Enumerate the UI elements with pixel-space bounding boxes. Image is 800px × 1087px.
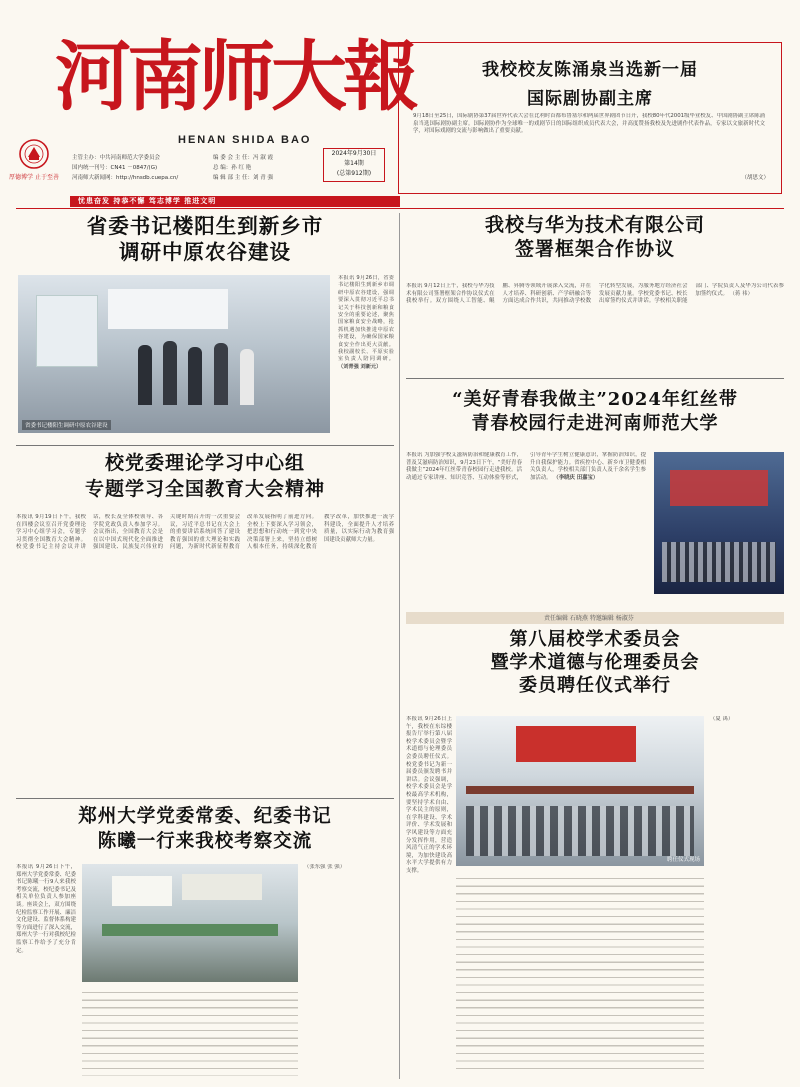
article-a-headline-2: 调研中原农谷建设: [119, 240, 291, 264]
masthead-editors: [213, 153, 273, 183]
article-zhengzhou-univ: [16, 804, 394, 1082]
article-b-body-text: 本报讯 9月12日上午，我校与华为技术有限公司签署框架合作协议仪式在我校举行。双方围绕人工智能、鲲鹏、昇腾等领域开展深入交流，并在人才培养、科研创新、产学研融合等方面达成合作共识，共同推动学校数字化转型发展，为服务地方经济社会发展贡献力量。学校党委书记、校长出席签约仪式并讲话。学校相关职能部门、学院负责人及华为公司代表参加签约仪式。: [406, 283, 784, 305]
article-d-photo: [654, 452, 784, 594]
article-e-body: [406, 716, 452, 1072]
article-a-body: [338, 275, 394, 433]
info-cn: 国内统一刊号：CN41 －0847/(G): [72, 165, 158, 171]
article-f-photo: [82, 864, 298, 982]
article-c-body: [16, 514, 394, 794]
article-b-headline-2: 签署框架合作协议: [514, 238, 675, 260]
column-divider: [399, 213, 400, 1079]
masthead-pinyin: HENAN SHIDA BAO: [178, 134, 312, 146]
article-f-body-text: 本报讯 9月26日下午，郑州大学党委常委、纪委书记陈曦一行9人来我校考察交流，校纪委书记及相关单位负责人参加座谈。座谈会上，双方围绕纪检监察工作开展、廉洁文化建设、监督体系构建等方面进行了深入交流，郑州大学一行对我校纪检监察工作给予了充分肯定。: [16, 864, 76, 954]
article-e-headline-1: 第八届校学术委员会: [509, 629, 681, 650]
article-a-photo: [18, 275, 330, 433]
issue-box: [323, 148, 385, 182]
top-right-headline-1: 我校校友陈涌泉当选新一届: [482, 60, 698, 80]
slogan-bar: [70, 196, 400, 207]
article-a-headline-1: 省委书记楼阳生到新乡市: [86, 214, 324, 238]
article-study-group: [16, 450, 394, 800]
top-right-body-text: 9月18日至25日，国际剧协第37届世界代表大会在比利时首都布鲁塞尔和两届世界剧团节日开，我校80年代2001级毕业校友、中国剧协副主席陈涌泉当选国际剧协副主席。国际剧协作为全球唯一的戏剧节日的国际组织成员代表大会，并高度赞扬我校及先进剧作代表作品，专家以文旅新时代文学，对国际戏剧的交流与影响做出了重要贡献。: [413, 113, 765, 135]
article-d-byline: （李晓庆 田嘉宝）: [553, 474, 599, 481]
top-right-article: [398, 42, 782, 194]
article-d-body: [406, 452, 646, 600]
article-b-headline-1: 我校与华为技术有限公司: [484, 214, 705, 236]
article-e-photo: [456, 716, 704, 866]
article-f-body: [16, 864, 76, 1076]
article-c-headline-1: 校党委理论学习中心组: [104, 452, 305, 474]
article-d-body-text: 本报讯 为加强学校艾滋病防治和健康教育工作，普及艾滋病防治知识，9月23日下午，“美好青春我做主”2024年红丝带青春校园行走进我校。活动通过专家讲座、知识竞答、互动体验等形式，引导青年学生树立健康意识，掌握防治知识，提升自我保护能力。省疾控中心、新乡市卫健委相关负责人，学校相关部门负责人及千余名学生参加活动。: [406, 452, 646, 481]
editor-strip: 责任编辑 石晓燕 特邀编辑 杨淑芬: [544, 615, 634, 622]
article-e-byline: （夏 禹）: [710, 716, 734, 722]
article-c-body-text: 本报讯 9月19日下午，我校在四楼会议室召开党委理论学习中心组学习会，专题学习贯彻全国教育大会精神。校党委书记主持会议并讲话，校长及全体校领导、各学院党政负责人参加学习。会议指出，全国教育大会是在以中国式现代化全面推进强国建设、民族复兴伟业的关键时期召开的一次重要会议，习近平总书记在大会上的重要讲话系统回答了建设教育强国的重大理论和实践问题，为新时代新征程教育改革发展指明了前进方向。全校上下要深入学习领会，把思想和行动统一到党中央决策部署上来，坚持立德树人根本任务，持续深化教育教学改革，加快推进一流学科建设，全面提升人才培养质量，以实际行动为教育强国建设贡献师大力量。: [16, 514, 394, 551]
issue-date: 2024年9月30日: [331, 150, 377, 157]
article-e-headline-2: 暨学术道德与伦理委员会: [490, 652, 700, 673]
article-academic-committee: [406, 628, 784, 1078]
article-provincial-secretary: [16, 213, 394, 441]
editor-office: 编 辑 部 主 任：刘 青 强: [213, 175, 273, 181]
top-right-byline: （胡思文）: [741, 175, 769, 181]
masthead-title: 河南师大報: [55, 32, 415, 121]
article-a-photo-caption: 省委书记楼阳生调研中原农谷建设: [22, 420, 111, 430]
issue-number: 第14期: [344, 160, 364, 167]
university-seal: [14, 138, 54, 170]
article-red-ribbon: [406, 388, 784, 608]
editor-main: 总 编：孙 红 艳: [213, 165, 252, 171]
top-right-body: [413, 113, 765, 169]
article-f-body-right: [304, 864, 394, 1076]
article-e-body-right: [710, 716, 784, 1072]
seal-emblem-icon: [14, 138, 54, 170]
article-e-lower-text: [456, 874, 704, 1072]
article-d-headline-1: “美好青春我做主”2024年红丝带: [452, 389, 738, 410]
rule-right-1: [406, 378, 784, 379]
info-web: 河南师大新闻网：http://hnsdb.cuepa.cn/: [72, 175, 179, 181]
issue-total: (总第912期): [336, 170, 372, 177]
article-b-byline: （蒋 祎）: [729, 290, 753, 297]
top-right-headline-2: 国际剧协副主席: [527, 89, 653, 109]
article-c-headline-2: 专题学习全国教育大会精神: [84, 478, 325, 500]
editor-chief: 编 委 会 主 任：冯 淑 霞: [213, 155, 273, 161]
article-f-byline: （张东强 张 强）: [304, 864, 346, 870]
article-f-lower-text: [82, 988, 298, 1076]
article-a-byline: （刘青强 刘新元）: [338, 363, 382, 370]
article-a-body-text: 本报讯 9月26日，省委书记楼阳生到新乡市调研中原农谷建设，强调要深入贯彻习近平总书记关于科技创新和粮食安全的重要论述，聚焦国家粮食安全战略，抢抓机遇加快推进中原农谷建设，为确保国家粮食安全作出更大贡献。我校副校长、平原实验室负责人陪同调研。: [338, 275, 394, 363]
masthead-rule: [16, 208, 784, 209]
info-host: 主管主办：中共河南师范大学委员会: [72, 155, 161, 161]
article-d-headline-2: 青春校园行走进河南师范大学: [471, 413, 719, 434]
article-f-headline-2: 陈曦一行来我校考察交流: [97, 831, 313, 852]
article-b-body: [406, 283, 784, 365]
rule-left-1: [16, 445, 394, 446]
masthead-info: [72, 153, 178, 183]
seal-motto: 厚德博学 止于至善: [9, 174, 59, 181]
article-e-photo-caption: 聘任仪式现场: [666, 857, 700, 863]
article-huawei: [406, 213, 784, 373]
article-e-body-text: 本报讯 9月26日上午，我校在东综楼报告厅举行第八届校学术委员会暨学术道德与伦理委员会委员聘任仪式。校党委书记为新一届委员颁发聘书并讲话。会议强调，校学术委员会是学校最高学术机构，要坚持学术自由、学术民主的原则，在学科建设、学术评价、学术发展和学风建设等方面充分发挥作用，营造风清气正的学术环境，为加快建设高水平大学提供有力支撑。: [406, 716, 452, 874]
rule-left-2: [16, 798, 394, 799]
article-f-headline-1: 郑州大学党委常委、纪委书记: [78, 806, 332, 827]
slogan-text: 忧患奋发 持恭不懈 笃志博学 推进文明: [78, 197, 217, 205]
article-e-headline-3: 委员聘任仪式举行: [519, 675, 671, 696]
